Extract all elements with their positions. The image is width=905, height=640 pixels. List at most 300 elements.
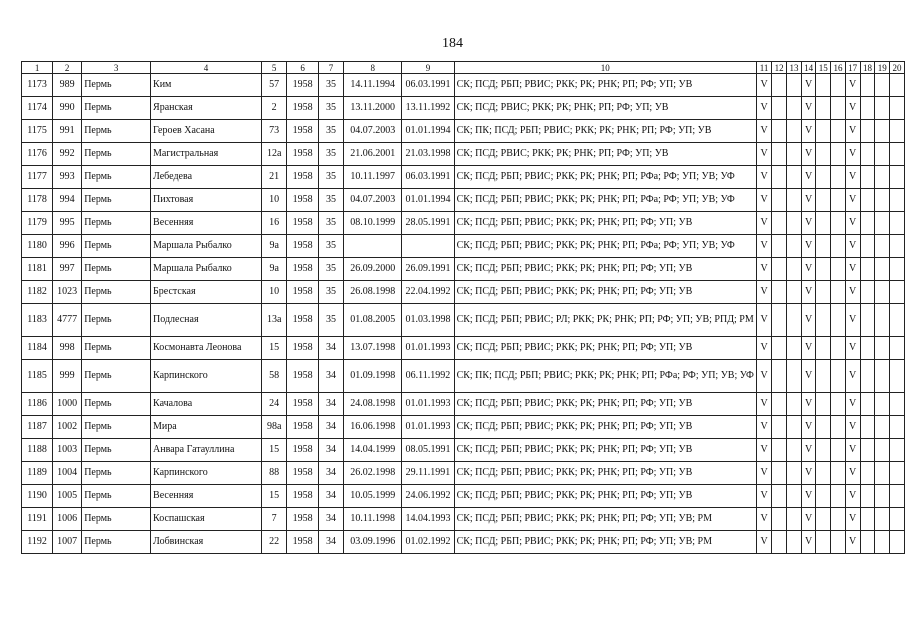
cell-col-8: 04.07.2003 [344, 189, 402, 212]
cell-col-17: V [845, 189, 860, 212]
cell-col-15 [816, 508, 831, 531]
cell-col-20 [889, 531, 904, 554]
cell-col-15 [816, 166, 831, 189]
cell-col-6: 1958 [287, 189, 318, 212]
cell-col-2: 992 [53, 143, 82, 166]
cell-col-18 [860, 74, 875, 97]
cell-col-8: 08.10.1999 [344, 212, 402, 235]
column-header-9: 9 [402, 62, 454, 74]
cell-col-6: 1958 [287, 143, 318, 166]
cell-col-3: Пермь [82, 235, 151, 258]
cell-col-2: 993 [53, 166, 82, 189]
column-header-14: 14 [801, 62, 815, 74]
cell-col-1: 1177 [22, 166, 53, 189]
cell-col-2: 1002 [53, 416, 82, 439]
cell-col-16 [831, 439, 845, 462]
cell-col-19 [875, 97, 889, 120]
cell-col-6: 1958 [287, 97, 318, 120]
cell-col-5: 22 [261, 531, 287, 554]
cell-col-20 [889, 439, 904, 462]
cell-col-19 [875, 337, 889, 360]
header-row [22, 62, 905, 74]
cell-col-11: V [756, 74, 771, 97]
cell-col-10: СК; ПСД; РБП; РВИС; РКК; РК; РНК; РП; РФ; УП; УВ [454, 462, 756, 485]
cell-col-9: 21.03.1998 [402, 143, 454, 166]
cell-col-14: V [801, 120, 815, 143]
cell-col-11: V [756, 304, 771, 337]
cell-col-8: 26.02.1998 [344, 462, 402, 485]
cell-col-7: 35 [318, 166, 343, 189]
cell-col-19 [875, 508, 889, 531]
cell-col-9: 28.05.1991 [402, 212, 454, 235]
cell-col-19 [875, 360, 889, 393]
cell-col-18 [860, 485, 875, 508]
cell-col-18 [860, 304, 875, 337]
cell-col-12 [772, 97, 787, 120]
cell-col-5: 9а [261, 235, 287, 258]
cell-col-9: 01.01.1994 [402, 120, 454, 143]
cell-col-14: V [801, 143, 815, 166]
cell-col-2: 990 [53, 97, 82, 120]
cell-col-20 [889, 281, 904, 304]
cell-col-18 [860, 531, 875, 554]
cell-col-15 [816, 416, 831, 439]
column-header-3: 3 [82, 62, 151, 74]
column-header-13: 13 [787, 62, 802, 74]
cell-col-4: Космонавта Леонова [151, 337, 262, 360]
cell-col-13 [787, 304, 802, 337]
table-row [22, 74, 905, 97]
cell-col-20 [889, 462, 904, 485]
cell-col-12 [772, 531, 787, 554]
cell-col-10: СК; ПСД; РБП; РВИС; РКК; РК; РНК; РП; РФ; УП; УВ [454, 281, 756, 304]
table-row [22, 212, 905, 235]
cell-col-9: 01.01.1993 [402, 393, 454, 416]
cell-col-15 [816, 212, 831, 235]
cell-col-12 [772, 393, 787, 416]
cell-col-7: 34 [318, 393, 343, 416]
table-row [22, 531, 905, 554]
cell-col-20 [889, 360, 904, 393]
cell-col-14: V [801, 531, 815, 554]
cell-col-16 [831, 74, 845, 97]
cell-col-12 [772, 337, 787, 360]
table-row [22, 393, 905, 416]
cell-col-7: 35 [318, 120, 343, 143]
cell-col-2: 997 [53, 258, 82, 281]
cell-col-7: 35 [318, 281, 343, 304]
cell-col-12 [772, 439, 787, 462]
cell-col-7: 35 [318, 235, 343, 258]
cell-col-1: 1191 [22, 508, 53, 531]
cell-col-2: 991 [53, 120, 82, 143]
cell-col-2: 998 [53, 337, 82, 360]
cell-col-1: 1176 [22, 143, 53, 166]
cell-col-4: Мира [151, 416, 262, 439]
cell-col-12 [772, 416, 787, 439]
cell-col-14: V [801, 258, 815, 281]
cell-col-19 [875, 258, 889, 281]
cell-col-11: V [756, 337, 771, 360]
cell-col-3: Пермь [82, 143, 151, 166]
cell-col-3: Пермь [82, 74, 151, 97]
cell-col-17: V [845, 258, 860, 281]
cell-col-1: 1178 [22, 189, 53, 212]
cell-col-9: 01.01.1993 [402, 416, 454, 439]
cell-col-15 [816, 393, 831, 416]
cell-col-19 [875, 120, 889, 143]
cell-col-19 [875, 189, 889, 212]
cell-col-12 [772, 74, 787, 97]
cell-col-11: V [756, 258, 771, 281]
cell-col-13 [787, 485, 802, 508]
cell-col-7: 34 [318, 531, 343, 554]
cell-col-4: Магистральная [151, 143, 262, 166]
cell-col-14: V [801, 393, 815, 416]
cell-col-15 [816, 235, 831, 258]
column-header-19: 19 [875, 62, 889, 74]
cell-col-13 [787, 508, 802, 531]
cell-col-10: СК; ПК; ПСД; РБП; РВИС; РКК; РК; РНК; РП; РФа; РФ; УП; УВ; УФ [454, 360, 756, 393]
cell-col-14: V [801, 337, 815, 360]
cell-col-8: 13.11.2000 [344, 97, 402, 120]
cell-col-12 [772, 166, 787, 189]
cell-col-13 [787, 393, 802, 416]
column-header-20: 20 [889, 62, 904, 74]
cell-col-10: СК; ПСД; РБП; РВИС; РКК; РК; РНК; РП; РФ; УП; УВ [454, 74, 756, 97]
cell-col-20 [889, 304, 904, 337]
cell-col-10: СК; ПК; ПСД; РБП; РВИС; РКК; РК; РНК; РП; РФ; УП; УВ [454, 120, 756, 143]
cell-col-18 [860, 258, 875, 281]
cell-col-7: 35 [318, 143, 343, 166]
cell-col-12 [772, 258, 787, 281]
cell-col-5: 13а [261, 304, 287, 337]
cell-col-6: 1958 [287, 281, 318, 304]
cell-col-15 [816, 189, 831, 212]
cell-col-4: Коспашская [151, 508, 262, 531]
cell-col-13 [787, 531, 802, 554]
cell-col-8: 16.06.1998 [344, 416, 402, 439]
cell-col-16 [831, 508, 845, 531]
cell-col-16 [831, 212, 845, 235]
cell-col-11: V [756, 485, 771, 508]
cell-col-5: 7 [261, 508, 287, 531]
cell-col-15 [816, 360, 831, 393]
cell-col-18 [860, 212, 875, 235]
cell-col-8: 01.09.1998 [344, 360, 402, 393]
cell-col-11: V [756, 97, 771, 120]
cell-col-10: СК; ПСД; РБП; РВИС; РКК; РК; РНК; РП; РФа; РФ; УП; УВ; УФ [454, 189, 756, 212]
cell-col-8: 26.08.1998 [344, 281, 402, 304]
cell-col-3: Пермь [82, 531, 151, 554]
cell-col-3: Пермь [82, 258, 151, 281]
cell-col-14: V [801, 416, 815, 439]
cell-col-7: 34 [318, 508, 343, 531]
cell-col-16 [831, 485, 845, 508]
cell-col-14: V [801, 485, 815, 508]
cell-col-2: 1007 [53, 531, 82, 554]
cell-col-10: СК; ПСД; РБП; РВИС; РКК; РК; РНК; РП; РФа; РФ; УП; УВ; УФ [454, 166, 756, 189]
cell-col-2: 1003 [53, 439, 82, 462]
cell-col-19 [875, 143, 889, 166]
cell-col-20 [889, 143, 904, 166]
cell-col-15 [816, 143, 831, 166]
cell-col-16 [831, 235, 845, 258]
cell-col-10: СК; ПСД; РБП; РВИС; РКК; РК; РНК; РП; РФа; РФ; УП; УВ; УФ [454, 235, 756, 258]
cell-col-2: 989 [53, 74, 82, 97]
cell-col-3: Пермь [82, 393, 151, 416]
cell-col-7: 34 [318, 462, 343, 485]
cell-col-4: Лебедева [151, 166, 262, 189]
registry-table [21, 61, 905, 554]
cell-col-19 [875, 485, 889, 508]
cell-col-6: 1958 [287, 393, 318, 416]
cell-col-5: 21 [261, 166, 287, 189]
cell-col-3: Пермь [82, 166, 151, 189]
cell-col-17: V [845, 97, 860, 120]
cell-col-20 [889, 189, 904, 212]
cell-col-16 [831, 189, 845, 212]
cell-col-5: 12а [261, 143, 287, 166]
cell-col-18 [860, 439, 875, 462]
cell-col-13 [787, 416, 802, 439]
cell-col-19 [875, 212, 889, 235]
cell-col-18 [860, 97, 875, 120]
cell-col-3: Пермь [82, 304, 151, 337]
cell-col-14: V [801, 508, 815, 531]
cell-col-1: 1183 [22, 304, 53, 337]
cell-col-17: V [845, 166, 860, 189]
cell-col-6: 1958 [287, 120, 318, 143]
cell-col-5: 57 [261, 74, 287, 97]
cell-col-15 [816, 74, 831, 97]
cell-col-4: Ким [151, 74, 262, 97]
cell-col-13 [787, 462, 802, 485]
cell-col-10: СК; ПСД; РБП; РВИС; РКК; РК; РНК; РП; РФ; УП; УВ [454, 258, 756, 281]
cell-col-2: 1023 [53, 281, 82, 304]
cell-col-19 [875, 462, 889, 485]
cell-col-2: 4777 [53, 304, 82, 337]
cell-col-20 [889, 212, 904, 235]
cell-col-16 [831, 258, 845, 281]
cell-col-11: V [756, 508, 771, 531]
cell-col-17: V [845, 393, 860, 416]
cell-col-4: Подлесная [151, 304, 262, 337]
cell-col-6: 1958 [287, 360, 318, 393]
cell-col-6: 1958 [287, 304, 318, 337]
cell-col-4: Лобвинская [151, 531, 262, 554]
cell-col-2: 1005 [53, 485, 82, 508]
cell-col-5: 88 [261, 462, 287, 485]
cell-col-2: 1000 [53, 393, 82, 416]
cell-col-17: V [845, 531, 860, 554]
cell-col-20 [889, 235, 904, 258]
cell-col-5: 10 [261, 281, 287, 304]
cell-col-4: Брестская [151, 281, 262, 304]
cell-col-1: 1185 [22, 360, 53, 393]
cell-col-17: V [845, 74, 860, 97]
cell-col-17: V [845, 235, 860, 258]
cell-col-7: 34 [318, 416, 343, 439]
table-row [22, 439, 905, 462]
cell-col-14: V [801, 235, 815, 258]
cell-col-3: Пермь [82, 439, 151, 462]
cell-col-16 [831, 416, 845, 439]
cell-col-8: 10.11.1998 [344, 508, 402, 531]
cell-col-15 [816, 304, 831, 337]
cell-col-14: V [801, 189, 815, 212]
cell-col-7: 35 [318, 304, 343, 337]
table-row [22, 416, 905, 439]
cell-col-4: Анвара Гатауллина [151, 439, 262, 462]
cell-col-20 [889, 485, 904, 508]
cell-col-6: 1958 [287, 416, 318, 439]
cell-col-9 [402, 235, 454, 258]
table-row [22, 235, 905, 258]
cell-col-10: СК; ПСД; РВИС; РКК; РК; РНК; РП; РФ; УП; УВ [454, 143, 756, 166]
cell-col-1: 1187 [22, 416, 53, 439]
cell-col-13 [787, 74, 802, 97]
cell-col-12 [772, 508, 787, 531]
table-row [22, 360, 905, 393]
cell-col-11: V [756, 166, 771, 189]
column-header-18: 18 [860, 62, 875, 74]
cell-col-10: СК; ПСД; РБП; РВИС; РКК; РК; РНК; РП; РФ; УП; УВ [454, 439, 756, 462]
cell-col-15 [816, 462, 831, 485]
cell-col-9: 29.11.1991 [402, 462, 454, 485]
cell-col-17: V [845, 143, 860, 166]
cell-col-19 [875, 304, 889, 337]
cell-col-3: Пермь [82, 416, 151, 439]
cell-col-13 [787, 360, 802, 393]
column-header-1: 1 [22, 62, 53, 74]
cell-col-12 [772, 304, 787, 337]
cell-col-3: Пермь [82, 337, 151, 360]
cell-col-15 [816, 258, 831, 281]
cell-col-16 [831, 531, 845, 554]
cell-col-8: 26.09.2000 [344, 258, 402, 281]
cell-col-6: 1958 [287, 462, 318, 485]
cell-col-15 [816, 97, 831, 120]
cell-col-14: V [801, 97, 815, 120]
cell-col-19 [875, 531, 889, 554]
cell-col-4: Карпинского [151, 360, 262, 393]
cell-col-3: Пермь [82, 462, 151, 485]
cell-col-1: 1181 [22, 258, 53, 281]
cell-col-16 [831, 120, 845, 143]
cell-col-10: СК; ПСД; РБП; РВИС; РКК; РК; РНК; РП; РФ; УП; УВ [454, 337, 756, 360]
cell-col-9: 14.04.1993 [402, 508, 454, 531]
cell-col-17: V [845, 281, 860, 304]
cell-col-8: 13.07.1998 [344, 337, 402, 360]
cell-col-16 [831, 393, 845, 416]
cell-col-14: V [801, 166, 815, 189]
cell-col-1: 1190 [22, 485, 53, 508]
cell-col-2: 1004 [53, 462, 82, 485]
cell-col-14: V [801, 281, 815, 304]
cell-col-14: V [801, 360, 815, 393]
table-row [22, 304, 905, 337]
column-header-5: 5 [261, 62, 287, 74]
column-header-8: 8 [344, 62, 402, 74]
cell-col-20 [889, 97, 904, 120]
cell-col-6: 1958 [287, 74, 318, 97]
cell-col-12 [772, 120, 787, 143]
cell-col-9: 01.01.1993 [402, 337, 454, 360]
cell-col-10: СК; ПСД; РБП; РВИС; РКК; РК; РНК; РП; РФ; УП; УВ [454, 485, 756, 508]
cell-col-1: 1173 [22, 74, 53, 97]
cell-col-3: Пермь [82, 508, 151, 531]
cell-col-20 [889, 166, 904, 189]
cell-col-4: Карпинского [151, 462, 262, 485]
cell-col-18 [860, 189, 875, 212]
cell-col-6: 1958 [287, 337, 318, 360]
cell-col-16 [831, 304, 845, 337]
cell-col-3: Пермь [82, 360, 151, 393]
cell-col-15 [816, 485, 831, 508]
cell-col-17: V [845, 337, 860, 360]
cell-col-9: 01.02.1992 [402, 531, 454, 554]
cell-col-10: СК; ПСД; РБП; РВИС; РКК; РК; РНК; РП; РФ; УП; УВ; РМ [454, 531, 756, 554]
cell-col-6: 1958 [287, 166, 318, 189]
table-body [22, 74, 905, 554]
cell-col-13 [787, 439, 802, 462]
cell-col-1: 1175 [22, 120, 53, 143]
cell-col-8: 04.07.2003 [344, 120, 402, 143]
cell-col-5: 15 [261, 337, 287, 360]
cell-col-10: СК; ПСД; РБП; РВИС; РКК; РК; РНК; РП; РФ; УП; УВ [454, 416, 756, 439]
cell-col-18 [860, 120, 875, 143]
cell-col-3: Пермь [82, 212, 151, 235]
cell-col-6: 1958 [287, 508, 318, 531]
cell-col-4: Яранская [151, 97, 262, 120]
cell-col-13 [787, 120, 802, 143]
cell-col-19 [875, 281, 889, 304]
cell-col-7: 35 [318, 97, 343, 120]
cell-col-13 [787, 212, 802, 235]
cell-col-1: 1174 [22, 97, 53, 120]
column-header-15: 15 [816, 62, 831, 74]
cell-col-11: V [756, 531, 771, 554]
cell-col-7: 34 [318, 485, 343, 508]
cell-col-9: 01.01.1994 [402, 189, 454, 212]
cell-col-4: Маршала Рыбалко [151, 235, 262, 258]
cell-col-1: 1186 [22, 393, 53, 416]
cell-col-12 [772, 360, 787, 393]
table-row [22, 337, 905, 360]
cell-col-11: V [756, 189, 771, 212]
cell-col-10: СК; ПСД; РБП; РВИС; РКК; РК; РНК; РП; РФ; УП; УВ [454, 212, 756, 235]
cell-col-14: V [801, 74, 815, 97]
column-header-10: 10 [454, 62, 756, 74]
cell-col-6: 1958 [287, 439, 318, 462]
cell-col-6: 1958 [287, 485, 318, 508]
table-row [22, 462, 905, 485]
cell-col-17: V [845, 360, 860, 393]
cell-col-18 [860, 281, 875, 304]
cell-col-1: 1192 [22, 531, 53, 554]
cell-col-18 [860, 337, 875, 360]
cell-col-8 [344, 235, 402, 258]
cell-col-15 [816, 337, 831, 360]
cell-col-7: 34 [318, 360, 343, 393]
cell-col-12 [772, 143, 787, 166]
cell-col-18 [860, 416, 875, 439]
cell-col-12 [772, 212, 787, 235]
cell-col-6: 1958 [287, 235, 318, 258]
cell-col-17: V [845, 304, 860, 337]
cell-col-3: Пермь [82, 281, 151, 304]
